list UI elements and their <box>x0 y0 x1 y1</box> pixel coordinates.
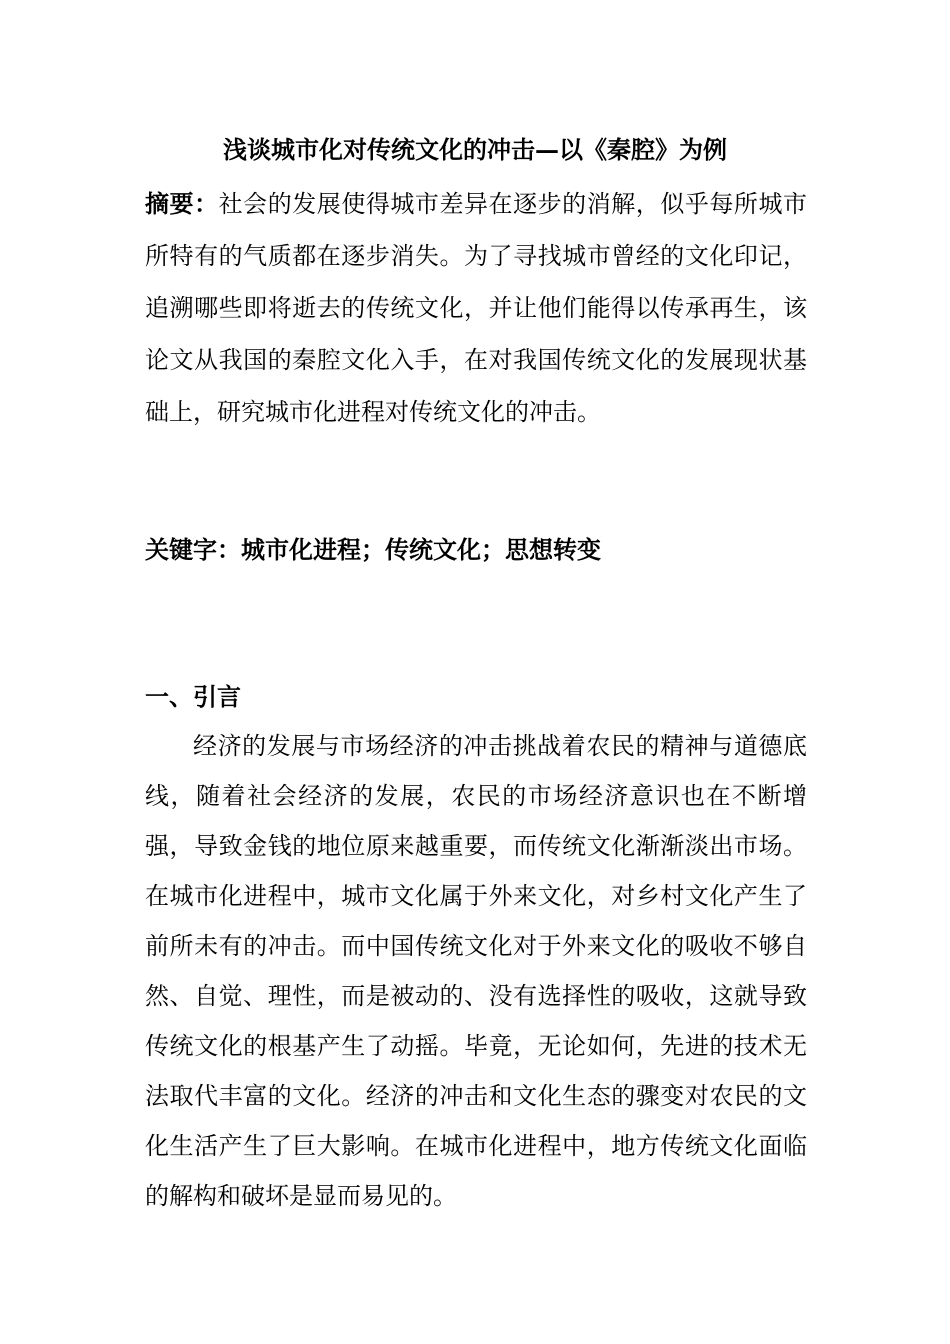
abstract-label: 摘要： <box>145 189 219 218</box>
section-heading-introduction: 一、引言 <box>145 682 241 711</box>
document-title: 浅谈城市化对传统文化的冲击—以《秦腔》为例 <box>223 135 727 164</box>
introduction-paragraph: 经济的发展与市场经济的冲击挑战着农民的精神与道德底线，随着社会经济的发展，农民的市场经济意识也在不断增强，导致金钱的地位原来越重要，而传统文化渐渐淡出市场。在城市化进程中，城市文化属于外来文化，对乡村文化产生了前所未有的冲击。而中国传统文化对于外来文化的吸收不够自然、自觉、理性，而是被动的、没有选择性的吸收，这就导致传统文化的根基产生了动摇。毕竟，无论如何，先进的技术无法取代丰富的文化。经济的冲击和文化生态的骤变对农民的文化生活产生了巨大影响。在城市化进程中，地方传统文化面临的解构和破坏是显而易见的。 <box>145 732 807 1210</box>
keywords-line: 关键字：城市化进程；传统文化；思想转变 <box>145 535 601 564</box>
abstract-paragraph <box>145 178 807 438</box>
abstract-text: 社会的发展使得城市差异在逐步的消解，似乎每所城市所特有的气质都在逐步消失。为了寻找城市曾经的文化印记，追溯哪些即将逝去的传统文化，并让他们能得以传承再生，该论文从我国的秦腔文化入手，在对我国传统文化的发展现状基础上，研究城市化进程对传统文化的冲击。 <box>145 190 808 426</box>
